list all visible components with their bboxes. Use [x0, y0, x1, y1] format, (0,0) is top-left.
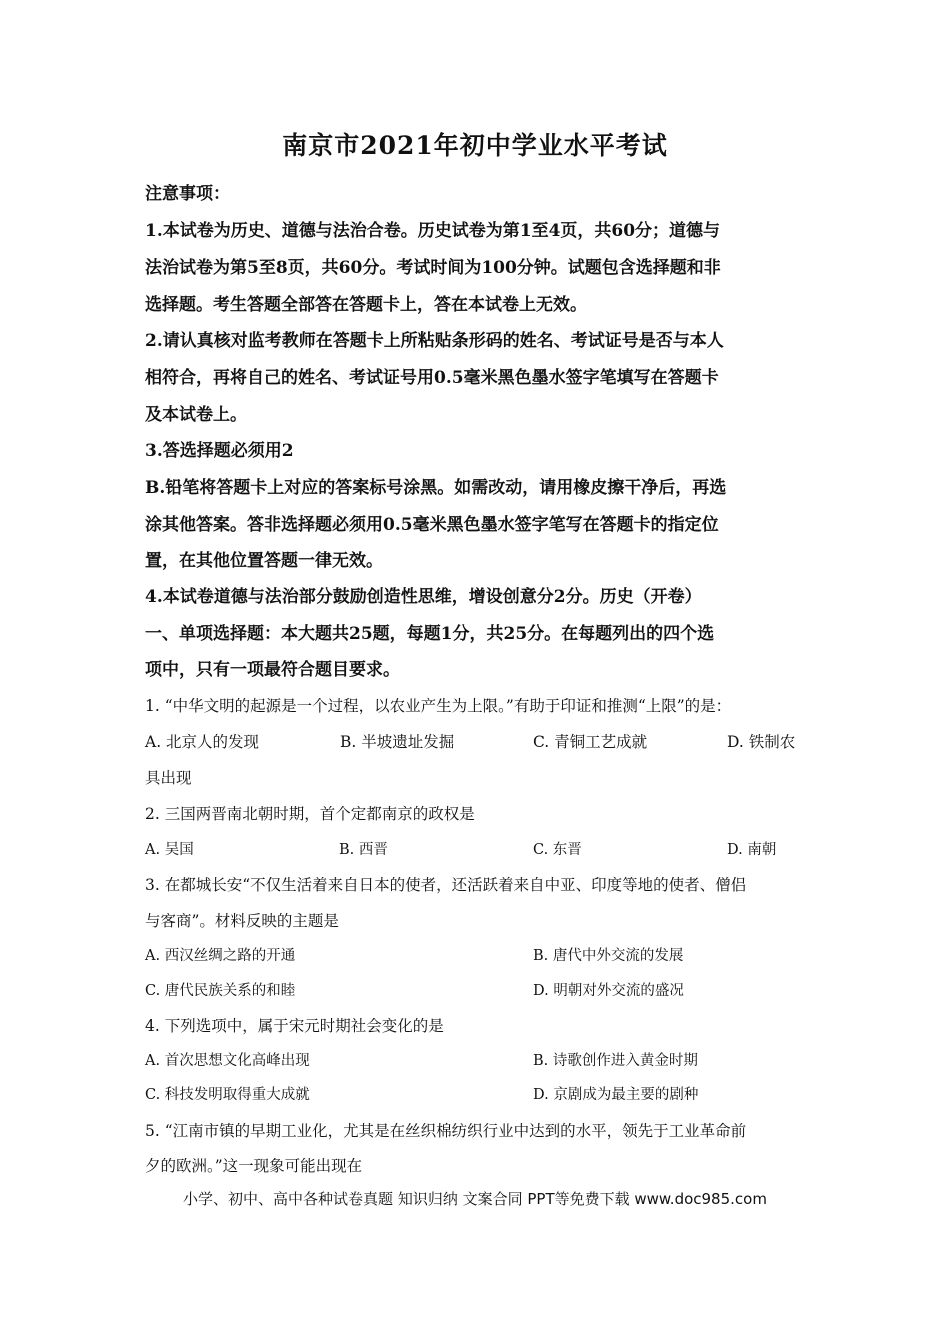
question-3-option-b: B. 唐代中外交流的发展: [533, 948, 684, 964]
question-1-option-d-wrap: 具出现: [145, 769, 192, 787]
question-3-stem-cont: 与客商”。材料反映的主题是: [145, 912, 339, 930]
question-4-option-a: A. 首次思想文化高峰出现: [145, 1053, 310, 1069]
section-heading: 项中，只有一项最符合题目要求。: [145, 660, 400, 680]
question-1-option-c: C. 青铜工艺成就: [533, 733, 648, 751]
question-2-option-a: A. 吴国: [145, 842, 194, 858]
notice-line: B.铅笔将答题卡上对应的答案标号涂黑。如需改动，请用橡皮擦干净后，再选: [145, 478, 727, 498]
question-1-stem: 1. “中华文明的起源是一个过程，以农业产生为上限。”有助于印证和推测“上限”的是：: [145, 697, 732, 715]
question-2-stem: 2. 三国两晋南北朝时期，首个定都南京的政权是: [145, 805, 475, 823]
question-2-option-c: C. 东晋: [533, 842, 582, 858]
notice-line: 2.请认真核对监考教师在答题卡上所粘贴条形码的姓名、考试证号是否与本人: [145, 331, 724, 351]
question-5-stem-cont: 夕的欧洲。”这一现象可能出现在: [145, 1157, 363, 1175]
question-3-option-d: D. 明朝对外交流的盛况: [533, 983, 684, 999]
notice-line: 及本试卷上。: [145, 405, 247, 425]
question-1-option-a: A. 北京人的发现: [145, 733, 260, 751]
notice-line: 4.本试卷道德与法治部分鼓励创造性思维，增设创意分2分。历史（开卷）: [145, 587, 702, 607]
page-footer: 小学、初中、高中各种试卷真题 知识归纳 文案合同 PPT等免费下载 www.doc985.com: [183, 1190, 767, 1208]
section-heading: 一、单项选择题：本大题共25题，每题1分，共25分。在每题列出的四个选: [145, 624, 715, 644]
question-4-option-c: C. 科技发明取得重大成就: [145, 1087, 310, 1103]
question-4-stem: 4. 下列选项中，属于宋元时期社会变化的是: [145, 1017, 444, 1035]
question-1-option-b: B. 半坡遗址发掘: [340, 733, 455, 751]
notice-line: 3.答选择题必须用2: [145, 441, 294, 461]
notice-line: 选择题。考生答题全部答在答题卡上，答在本试卷上无效。: [145, 295, 587, 315]
question-1-option-d: D. 铁制农: [727, 733, 796, 751]
notice-line: 置，在其他位置答题一律无效。: [145, 551, 383, 571]
question-3-option-a: A. 西汉丝绸之路的开通: [145, 948, 296, 964]
question-3-option-c: C. 唐代民族关系的和睦: [145, 983, 296, 999]
question-4-option-b: B. 诗歌创作进入黄金时期: [533, 1053, 698, 1069]
question-3-stem: 3. 在都城长安“不仅生活着来自日本的使者，还活跃着来自中亚、印度等地的使者、僧侣: [145, 876, 747, 894]
question-5-stem: 5. “江南市镇的早期工业化，尤其是在丝织棉纺织行业中达到的水平，领先于工业革命前: [145, 1122, 747, 1140]
exam-title: 南京市2021年初中学业水平考试: [282, 131, 668, 160]
notice-line: 1.本试卷为历史、道德与法治合卷。历史试卷为第1至4页，共60分；道德与: [145, 221, 721, 241]
question-4-option-d: D. 京剧成为最主要的剧种: [533, 1087, 699, 1103]
question-2-option-b: B. 西晋: [339, 842, 388, 858]
notice-line: 相符合，再将自己的姓名、考试证号用0.5毫米黑色墨水签字笔填写在答题卡: [145, 368, 719, 388]
notice-line: 法治试卷为第5至8页，共60分。考试时间为100分钟。试题包含选择题和非: [145, 258, 721, 278]
question-2-option-d: D. 南朝: [727, 842, 777, 858]
notice-line: 涂其他答案。答非选择题必须用0.5毫米黑色墨水签字笔写在答题卡的指定位: [145, 515, 719, 535]
notice-heading: 注意事项：: [145, 184, 230, 204]
